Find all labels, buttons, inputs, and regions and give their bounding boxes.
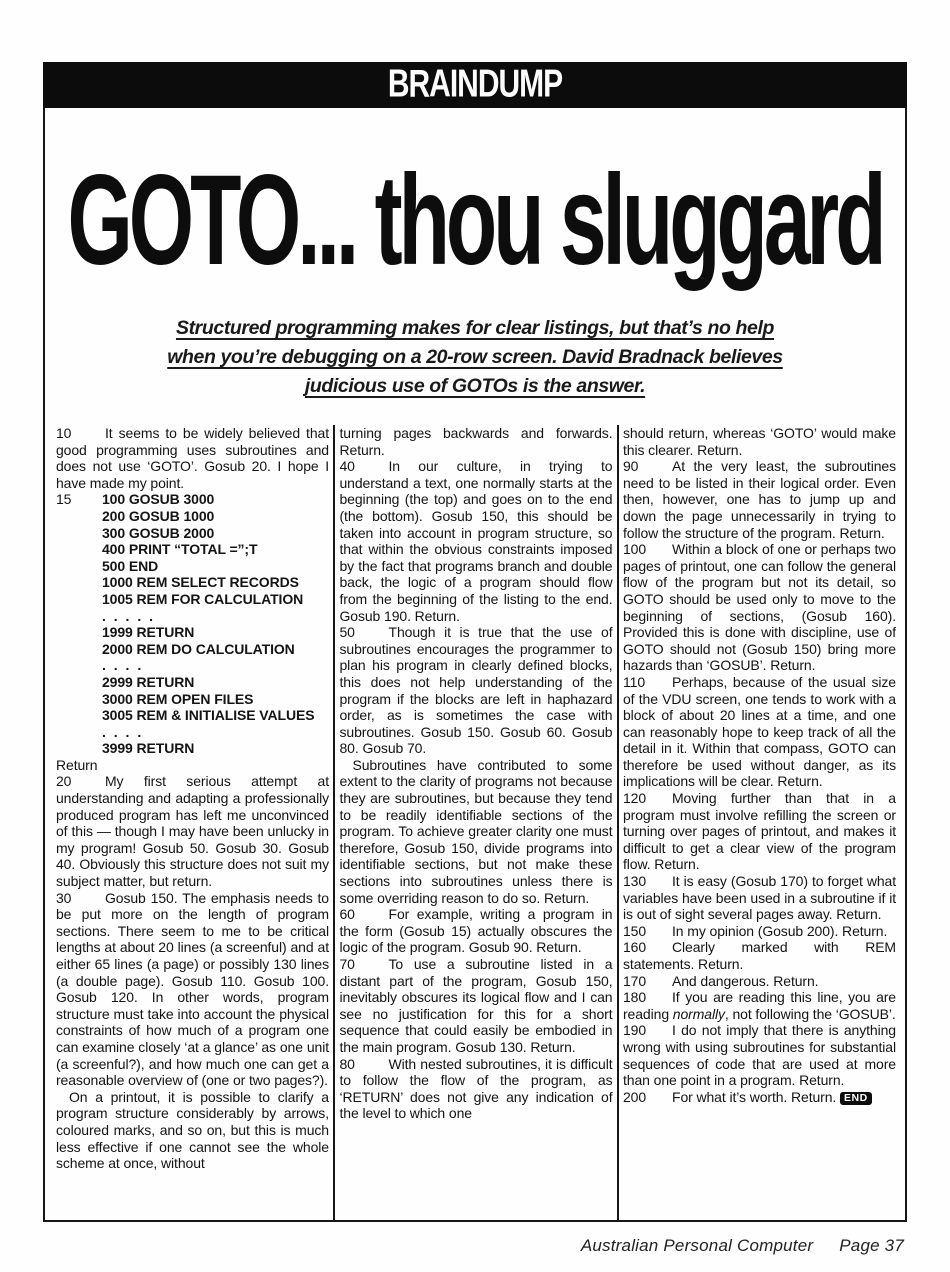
code-line: 3005 REM & INITIALISE VALUES [102, 707, 315, 724]
para-number: 60 [339, 906, 355, 923]
paragraph: 170 And dangerous. Return. [623, 972, 819, 989]
column-divider [333, 425, 335, 1220]
paragraph: 50 Though it is true that the use of subroutines encourages the programmer to plan his program in clearly defined blocks, this does not help understanding of the program if the blocks are left in haphazard order, as is sometimes the case with subroutines. Gosub 150. Gosub 60. Gosub 80. Gosub 70. [339, 624, 613, 757]
code-line: 1999 RETURN [102, 624, 195, 641]
paragraph: 40 In our culture, in trying to understand a text, one normally starts at the beginning (the top) and goes on to the end (the bottom). Gosub 150, this should be taken into account in program structure, so that within the obvious constraints imposed by the fact that programs branch and double back, the logic of a program should flow from the beginning of the listing to the end. Gosub 190. Return. [339, 458, 613, 624]
para-text: If you are reading this line, you are reading [623, 989, 896, 1022]
para-number: 190 [623, 1022, 647, 1039]
paragraph: 100 Within a block of one or perhaps two pages of printout, one can follow the general flow of the program but not its detail, so GOTO should be used only to move to the beginning of sections, (Gosub 160). Provided this is done with discipline, use of GOTO should not (Gosub 150) bring more hazards than ‘GOSUB’. Return. [623, 541, 896, 674]
code-line: 300 GOSUB 2000 [102, 524, 215, 541]
para-number: 160 [623, 939, 647, 956]
para-number: 100 [623, 541, 647, 558]
code-line: 2000 REM DO CALCULATION [102, 640, 295, 657]
para-number: 80 [339, 1055, 355, 1072]
code-line: 1000 REM SELECT RECORDS [102, 574, 299, 591]
paragraph: 130 It is easy (Gosub 170) to forget what variables have been used in a subroutine if it is out of sight several pages away. Return. [623, 873, 896, 923]
code-listing [56, 491, 329, 757]
column-divider [617, 425, 619, 1220]
para-number: 150 [623, 922, 647, 939]
paragraph: Subroutines have contributed to some extent to the clarity of programs not because they are subroutines, but because they tend to be readily identifiable sections of the program. To achieve greater clarity one must therefore, Gosub 150, divide programs into identifiable sections, but not make these sections into subroutines unless there is some overriding reason to do so. Return. [339, 756, 613, 906]
para-number: 120 [623, 790, 647, 807]
paragraph: should return, whereas ‘GOTO’ would make this clearer. Return. [623, 425, 896, 458]
code-line: 100 GOSUB 3000 [102, 491, 215, 508]
code-line: 3999 RETURN [102, 740, 195, 757]
code-line: 500 END [102, 557, 159, 574]
para-number: 130 [623, 873, 647, 890]
code-line: 2999 RETURN [102, 673, 195, 690]
paragraph: 190 I do not imply that there is anything wrong with using subroutines for substantial sequences of code that are used at more than one point in a program. Return. [623, 1022, 896, 1089]
code-line: . . . . [102, 657, 144, 674]
footer [581, 1236, 904, 1256]
code-line: . . . . . [102, 607, 156, 624]
paragraph [623, 989, 896, 1022]
footer-page-number: Page 37 [839, 1236, 904, 1255]
para-number: 40 [339, 458, 355, 475]
para-number: 70 [339, 956, 355, 972]
para-number: 30 [56, 889, 72, 906]
code-line: 1005 REM FOR CALCULATION [102, 590, 304, 607]
para-text: , not following the ‘GOSUB’. [724, 1005, 896, 1022]
column-3 [623, 425, 896, 1220]
paragraph: 30 Gosub 150. The emphasis needs to be put more on the length of program sections. There seem to me to be critical lengths at about 20 lines (a screenful) and at either 65 lines (a page) or possibly 130 lines (a double page). Gosub 110. Gosub 100. Gosub 120. In other words, program structure must take into account the physical constraints of how much of a program one can examine closely ‘at a glance’ as one unit (a screenful?), and how much one can get a reasonable overview of (one or two pages?). [56, 889, 329, 1089]
para-number: 15 [56, 491, 72, 508]
standfirst-line: judicious use of GOTOs is the answer. [304, 375, 646, 397]
paragraph: 20 My first serious attempt at understanding and adapting a professionally produced program has left me unconvinced of this — though I may have been unlucky in my program! Gosub 50. Gosub 30. Gosub 40. Obviously this structure does not suit my subject matter, but return. [56, 773, 329, 890]
para-number: 110 [623, 673, 646, 690]
paragraph: 90 At the very least, the subroutines need to be listed in their logical order. Even then, however, one has to jump up and down the page unnecessarily in trying to follow the structure of the program. Return. [623, 458, 896, 541]
paragraph: 60 For example, writing a program in the form (Gosub 15) actually obscures the logic of the program. Gosub 90. Return. [339, 906, 613, 956]
headline-wrap [45, 120, 905, 320]
para-number: 90 [623, 458, 639, 475]
code-line: 400 PRINT “TOTAL =”;T [102, 541, 258, 558]
italic-text: normally [672, 1005, 725, 1022]
masthead-title: BRAINDUMP [387, 62, 563, 106]
return-line: Return [56, 756, 98, 773]
column-1 [56, 425, 329, 1220]
paragraph: 10 It seems to be widely believed that good programming uses subroutines and does not use ‘GOTO’. Gosub 20. I hope I have made my point. [56, 425, 329, 491]
body-columns [56, 425, 896, 1220]
end-badge: END [840, 1092, 872, 1105]
footer-publication: Australian Personal Computer [580, 1236, 814, 1255]
para-number: 170 [623, 972, 647, 989]
paragraph: turning pages backwards and forwards. Return. [339, 425, 613, 458]
paragraph: 70 To use a subroutine listed in a distant part of the program, Gosub 150, inevitably obscures its logical flow and I can see no justification for this for a short sequence that could easily be embodied in the main program. Gosub 130. Return. [339, 956, 613, 1055]
para-number: 10 [56, 425, 72, 441]
para-number: 200 [623, 1088, 647, 1105]
paragraph: 120 Moving further than that in a program must involve refilling the screen or turning over pages of printout, and makes it difficult to get a clear view of the program flow. Return. [623, 790, 896, 873]
headline: GOTO... thou sluggard [67, 147, 883, 291]
para-number: 50 [339, 624, 355, 641]
paragraph: On a printout, it is possible to clarify a program structure considerably by arrows, coloured marks, and so on, but this is much less effective if one cannot see the whole scheme at once, without [56, 1088, 329, 1172]
masthead-bar [43, 62, 907, 108]
standfirst-line: when you’re debugging on a 20-row screen. David Bradnack believes [167, 346, 783, 368]
article-box [43, 62, 907, 1222]
code-line: 3000 REM OPEN FILES [102, 690, 254, 707]
paragraph: 160 Clearly marked with REM statements. Return. [623, 939, 896, 972]
standfirst [45, 314, 905, 401]
paragraph: 110 Perhaps, because of the usual size of the VDU screen, one tends to work with a block of about 20 lines at a time, and one can reasonably hope to keep track of all the detail in it. Within that compass, GOTO can therefore be used without danger, as its implications will be clear. Return. [623, 673, 896, 790]
para-number: 180 [623, 989, 647, 1006]
paragraph: 80 With nested subroutines, it is difficult to follow the flow of the program, as ‘RETURN’ does not give any indication of the level to which one [339, 1055, 613, 1122]
para-number: 20 [56, 773, 72, 790]
code-line: 200 GOSUB 1000 [102, 507, 215, 524]
paragraph: 200 For what it’s worth. Return. END [623, 1089, 896, 1106]
paragraph: 150 In my opinion (Gosub 200). Return. [623, 922, 888, 939]
standfirst-line: Structured programming makes for clear listings, but that’s no help [175, 317, 775, 339]
code-line: . . . . [102, 723, 144, 740]
column-2 [340, 425, 613, 1220]
